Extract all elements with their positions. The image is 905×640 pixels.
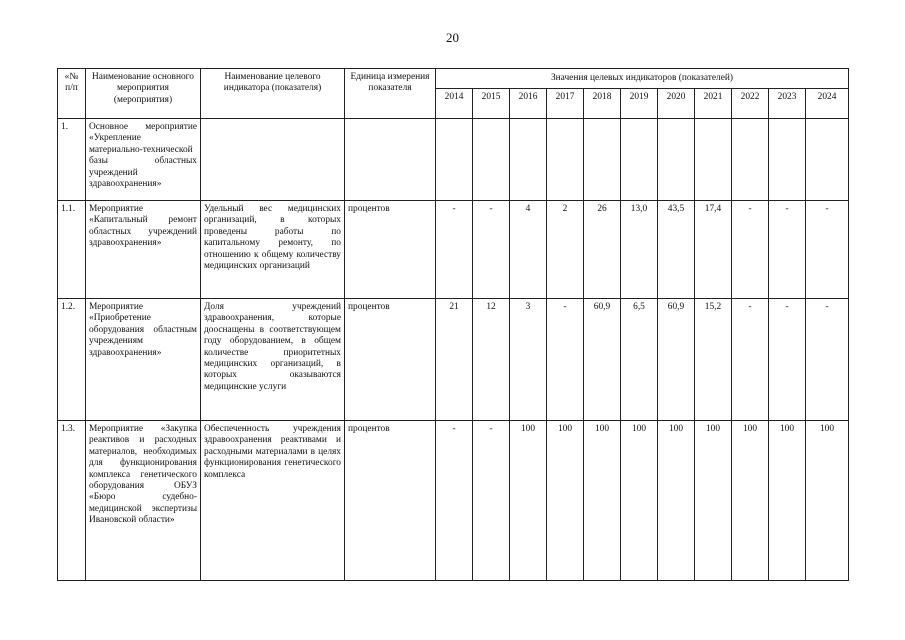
row-value [621, 119, 658, 201]
row-value: 26 [584, 201, 621, 299]
row-unit: процентов [345, 201, 436, 299]
row-value: 100 [695, 421, 732, 581]
row-value: 4 [510, 201, 547, 299]
row-value: 2 [547, 201, 584, 299]
row-value: 13,0 [621, 201, 658, 299]
header-year: 2024 [806, 89, 849, 119]
row-event: Мероприятие «Закупка реактивов и расходных материалов, необходимых для функционирования комплекса генетического оборудования ОБУЗ «Бюро судебно-медицинской экспертизы Ивановской области» [86, 421, 201, 581]
row-value [769, 119, 806, 201]
table-row [58, 421, 849, 581]
row-value [436, 119, 473, 201]
header-year: 2020 [658, 89, 695, 119]
row-event: Мероприятие «Капитальный ремонт областных учреждений здравоохранения» [86, 201, 201, 299]
row-value: - [769, 201, 806, 299]
row-event: Мероприятие «Приобретение оборудования областным учреждениям здравоохранения» [86, 299, 201, 421]
table-row [58, 201, 849, 299]
row-value: - [806, 299, 849, 421]
header-year: 2014 [436, 89, 473, 119]
row-value: - [769, 299, 806, 421]
header-event: Наименование основного мероприятия (мероприятия) [86, 69, 201, 119]
row-value: - [806, 201, 849, 299]
table-row [58, 299, 849, 421]
header-values: Значения целевых индикаторов (показателей) [436, 69, 849, 89]
row-value: 60,9 [658, 299, 695, 421]
row-value: - [473, 421, 510, 581]
row-num: 1.1. [58, 201, 86, 299]
row-value: 43,5 [658, 201, 695, 299]
header-num: «№ п/п [58, 69, 86, 119]
row-value [547, 119, 584, 201]
header-year: 2023 [769, 89, 806, 119]
row-unit: процентов [345, 421, 436, 581]
row-value [584, 119, 621, 201]
row-value: 100 [547, 421, 584, 581]
row-value: - [547, 299, 584, 421]
row-value: 6,5 [621, 299, 658, 421]
header-indicator: Наименование целевого индикатора (показателя) [201, 69, 345, 119]
row-value: 17,4 [695, 201, 732, 299]
row-value: 100 [621, 421, 658, 581]
row-num: 1.2. [58, 299, 86, 421]
row-value: - [436, 421, 473, 581]
row-indicator: Обеспеченность учреждения здравоохранения реактивами и расходными материалами в целях функционирования генетического комплекса [201, 421, 345, 581]
row-indicator: Удельный вес медицинских организаций, в которых проведены работы по капитальному ремонту, по отношению к общему количеству медицинских организаций [201, 201, 345, 299]
table-row [58, 119, 849, 201]
indicators-table [57, 68, 849, 581]
row-value: 3 [510, 299, 547, 421]
row-value: 100 [658, 421, 695, 581]
header-unit: Единица измерения показателя [345, 69, 436, 119]
header-year: 2016 [510, 89, 547, 119]
row-value: 100 [732, 421, 769, 581]
row-value [510, 119, 547, 201]
row-unit: процентов [345, 299, 436, 421]
page-number: 20 [446, 30, 459, 45]
row-value: 100 [769, 421, 806, 581]
row-unit [345, 119, 436, 201]
row-value: 60,9 [584, 299, 621, 421]
header-year: 2021 [695, 89, 732, 119]
header-year: 2019 [621, 89, 658, 119]
header-year: 2022 [732, 89, 769, 119]
row-value: 15,2 [695, 299, 732, 421]
row-num: 1. [58, 119, 86, 201]
row-value [473, 119, 510, 201]
row-value: - [473, 201, 510, 299]
row-value: 12 [473, 299, 510, 421]
row-value [732, 119, 769, 201]
row-indicator: Доля учреждений здравоохранения, которые дооснащены в соответствующем году оборудованием, в общем количестве приоритетных медицинских организаций, в которых оказываются медицинские услуги [201, 299, 345, 421]
header-year: 2018 [584, 89, 621, 119]
row-event: Основное мероприятие «Укрепление материально-технической базы областных учреждений здравоохранения» [86, 119, 201, 201]
row-value: - [436, 201, 473, 299]
header-year: 2017 [547, 89, 584, 119]
header-year: 2015 [473, 89, 510, 119]
row-value: 100 [584, 421, 621, 581]
row-value: 100 [510, 421, 547, 581]
row-num: 1.3. [58, 421, 86, 581]
row-value: 21 [436, 299, 473, 421]
row-value [806, 119, 849, 201]
row-value: 100 [806, 421, 849, 581]
row-value [695, 119, 732, 201]
row-value: - [732, 201, 769, 299]
row-value: - [732, 299, 769, 421]
row-indicator [201, 119, 345, 201]
row-value [658, 119, 695, 201]
